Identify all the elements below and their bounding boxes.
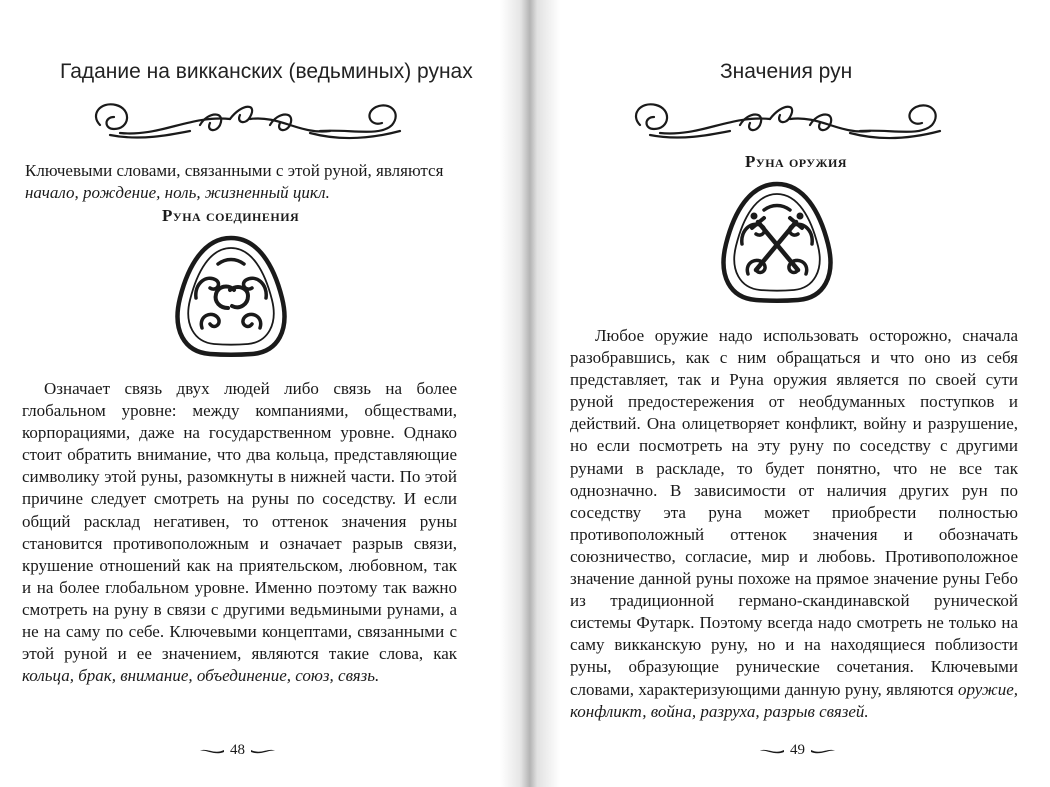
folio-flourish-right-icon (249, 746, 277, 756)
folio-flourish-right-icon (809, 746, 837, 756)
page-number-left (198, 742, 277, 759)
page-number-48: 48 (230, 742, 245, 758)
rune-description-left (22, 378, 457, 687)
intro-paragraph (25, 160, 480, 204)
joined-rings-rune-icon (172, 232, 290, 360)
crossed-swords-rune-icon (718, 178, 836, 306)
body-keywords-left: кольца, брак, внимание, объединение, союз, связь. (22, 666, 380, 686)
rune-description-right (570, 325, 1018, 723)
folio-flourish-left-icon (198, 746, 226, 756)
scroll-ornament-icon (620, 95, 960, 143)
folio-flourish-left-icon (758, 746, 786, 756)
scroll-ornament-icon (80, 95, 420, 143)
rune-title-left: Руна соединения (162, 206, 300, 225)
page-number-49: 49 (790, 742, 805, 758)
body-text-right: Любое оружие надо использовать осторожно, сначала разобравшись, как с ним обращаться и что оно из себя представляет, так и Руна оружия является по своей сути руной предостережения от необдуманных поступков и действий. Она олицетворяет конфликт, войну и разрушение, но если посмотреть на эту руну по соседству с другими рунами в раскладе, то будет понятно, что не все так однозначно. В зависимости от наличия других рун по соседству эта руна может приобрести полностью противоположный оттенок значения и обозначать союзничество, согласие, мир и любовь. Противоположное значение данной руны похоже на прямое значение руны Гебо из традиционной германо-скандинавской рунической системы Футарк. Поэтому всегда надо смотреть не только на саму викканскую руну, но и на находящиеся поблизости руны, образующие рунические сочетания. Ключевыми словами, характеризующими данную руну, являются (570, 326, 1018, 699)
book-gutter-shadow (500, 0, 560, 787)
page-number-right (758, 742, 837, 759)
left-page (0, 0, 520, 787)
running-head-right: Значения рун (720, 60, 853, 83)
running-head-left: Гадание на викканских (ведьминых) рунах (60, 60, 473, 83)
intro-keywords: начало, рождение, ноль, жизненный цикл. (25, 183, 330, 202)
body-text-left: Означает связь двух людей либо связь на более глобальном уровне: между компаниями, обществами, корпорациями, даже на государственном уровне. Однако стоит обратить внимание, что два кольца, представляющие символику этой руны, разомкнуты в нижней части. По этой причине следует смотреть на руны по соседству. И если общий расклад негативен, то оттенок значения руны становится противоположным и означает разрыв связи, крушение отношений как на приятельском, любовном, так и на более глобальном уровне. Именно поэтому так важно смотреть на руну в связи с другими ведьмиными рунами, а не на саму по себе. Ключевыми концептами, связанными с этой руной и ее значением, являются такие слова, как (22, 379, 457, 664)
right-page (530, 0, 1050, 787)
rune-title-right: Руна оружия (745, 152, 847, 171)
body-keywords-right: оружие, конфликт, война, разруха, разрыв связей. (570, 679, 1018, 721)
intro-text: Ключевыми словами, связанными с этой руной, являются (25, 161, 444, 180)
